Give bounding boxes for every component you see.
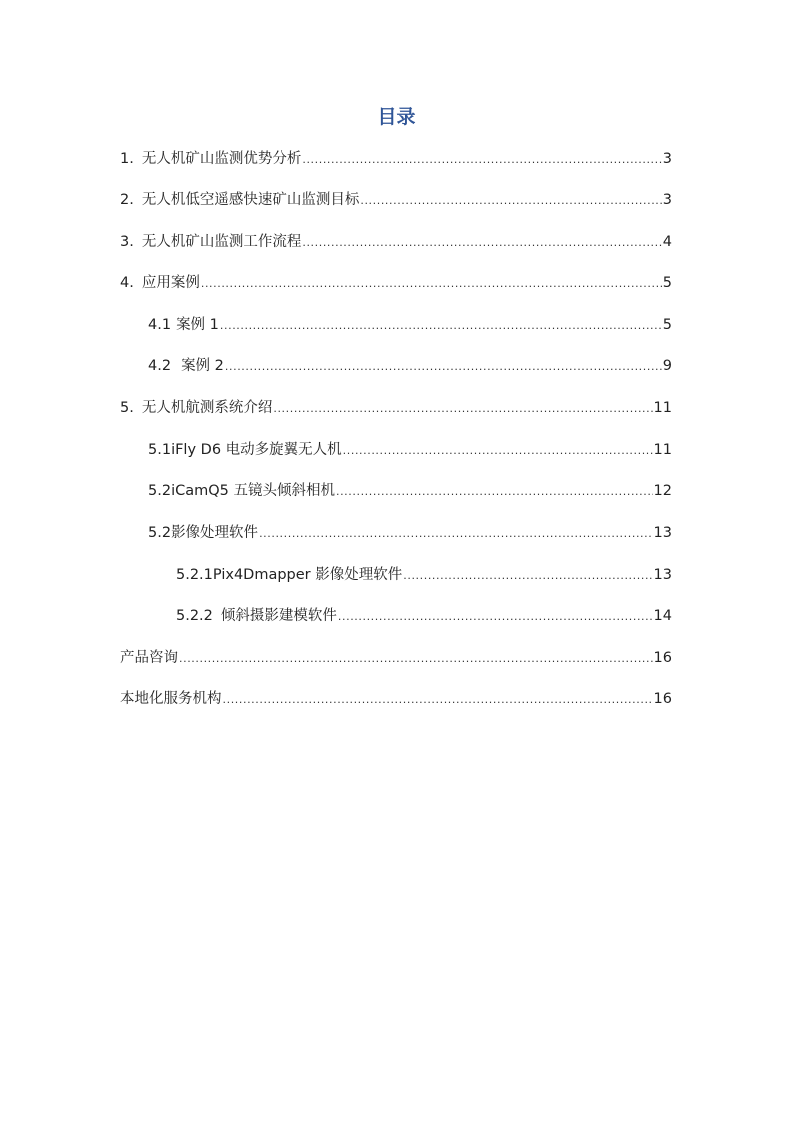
toc-entry[interactable] — [120, 149, 672, 169]
toc-entry[interactable] — [120, 398, 672, 418]
toc-dot-leader — [220, 316, 662, 336]
toc-entry-page: 4 — [662, 234, 672, 250]
toc-entry-title: 案例 2 — [181, 358, 224, 374]
toc-entry-page: 14 — [653, 608, 672, 624]
toc-entry-page: 16 — [653, 691, 672, 707]
toc-entry-title: 影像处理软件 — [171, 525, 259, 541]
toc-entry[interactable] — [148, 440, 672, 460]
toc-entry-page: 5 — [662, 275, 672, 291]
toc-entry-title: 无人机航测系统介绍 — [141, 400, 273, 416]
toc-entry-title: iCamQ5 五镜头倾斜相机 — [171, 483, 335, 499]
toc-dot-leader — [225, 357, 662, 377]
toc-entry[interactable] — [120, 689, 672, 709]
toc-dot-leader — [223, 690, 653, 710]
toc-entry[interactable] — [120, 232, 672, 252]
toc-entry-page: 13 — [653, 525, 672, 541]
toc-entry-page: 13 — [653, 567, 672, 583]
toc-entry-title: Pix4Dmapper 影像处理软件 — [212, 567, 403, 583]
toc-entry-number: 5.2 — [148, 483, 172, 499]
toc-entry-number: 2. — [120, 192, 134, 208]
toc-dot-leader — [302, 150, 661, 170]
toc-entry[interactable] — [148, 356, 672, 376]
toc-entry-title: 无人机低空遥感快速矿山监测目标 — [141, 192, 360, 208]
toc-title: 目录 — [377, 106, 416, 128]
toc-entry-title: 倾斜摄影建模软件 — [220, 608, 337, 624]
toc-entry-page: 11 — [653, 400, 672, 416]
toc-dot-leader — [201, 274, 662, 294]
toc-entry-number: 4. — [120, 275, 134, 291]
toc-entry-title: 产品咨询 — [120, 650, 178, 666]
toc-entry[interactable] — [120, 273, 672, 293]
toc-dot-leader — [302, 233, 661, 253]
toc-entry-number: 5. — [120, 400, 134, 416]
toc-dot-leader — [259, 524, 652, 544]
toc-entry-page: 11 — [653, 442, 672, 458]
toc-entry-number: 5.2.1 — [176, 567, 213, 583]
toc-entry-page: 12 — [653, 483, 672, 499]
toc-dot-leader — [273, 399, 652, 419]
toc-entry[interactable] — [120, 648, 672, 668]
toc-entry-number: 1. — [120, 151, 134, 167]
toc-dot-leader — [360, 191, 661, 211]
toc-entry-number: 4.1 — [148, 317, 172, 333]
toc-entry[interactable] — [148, 481, 672, 501]
toc-entry-page: 5 — [662, 317, 672, 333]
toc-entry-number: 5.2.2 — [176, 608, 213, 624]
toc-entry-title: 无人机矿山监测优势分析 — [141, 151, 302, 167]
toc-entry-number: 3. — [120, 234, 134, 250]
toc-entry[interactable] — [176, 606, 672, 626]
toc-entry-title: 无人机矿山监测工作流程 — [141, 234, 302, 250]
toc-dot-leader — [179, 649, 653, 669]
toc-entry-title: 应用案例 — [141, 275, 200, 291]
toc-dot-leader — [338, 607, 653, 627]
toc-entry-page: 9 — [662, 358, 672, 374]
toc-entry-title: iFly D6 电动多旋翼无人机 — [171, 442, 342, 458]
toc-entry[interactable] — [176, 565, 672, 585]
toc-dot-leader — [403, 566, 652, 586]
toc-entry-page: 3 — [662, 151, 672, 167]
toc-entry[interactable] — [148, 315, 672, 335]
toc-entry[interactable] — [148, 523, 672, 543]
toc-dot-leader — [343, 441, 653, 461]
toc-entry-number: 5.2 — [148, 525, 172, 541]
toc-entry-title: 案例 1 — [176, 317, 219, 333]
toc-entry-page: 16 — [653, 650, 672, 666]
toc-entry[interactable] — [120, 190, 672, 210]
toc-entry-title: 本地化服务机构 — [120, 691, 222, 707]
toc-entry-page: 3 — [662, 192, 672, 208]
toc-dot-leader — [336, 482, 653, 502]
toc-entry-number: 5.1 — [148, 442, 172, 458]
toc-entry-number: 4.2 — [148, 358, 172, 374]
